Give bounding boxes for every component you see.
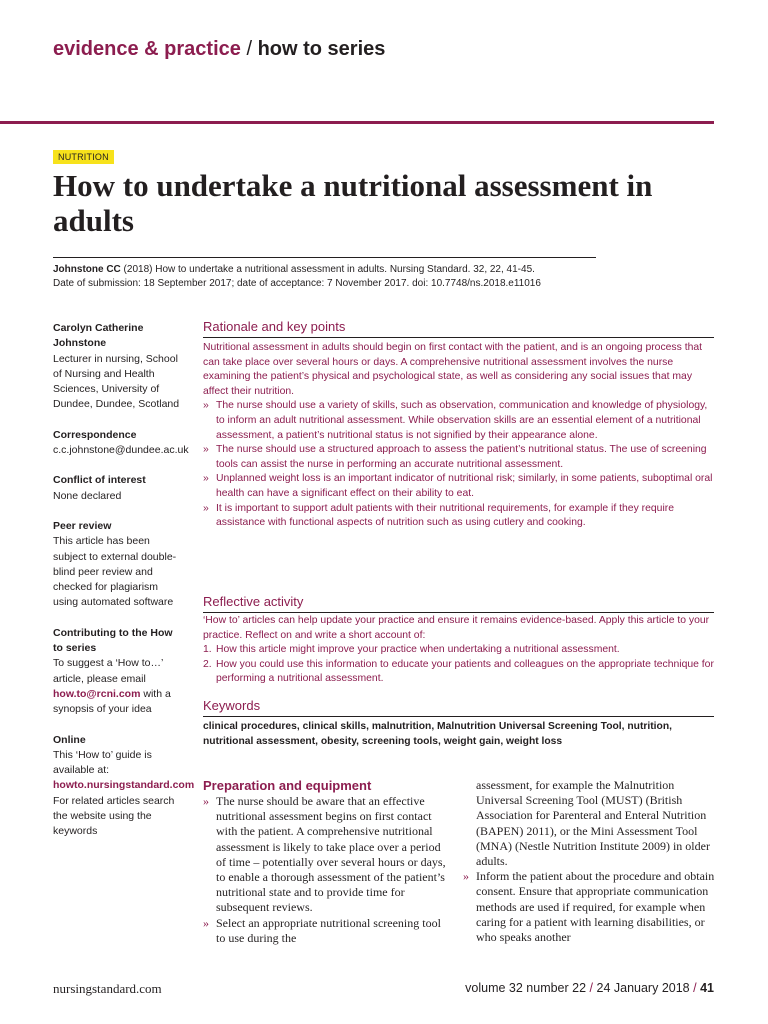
conflict-text: None declared bbox=[53, 489, 122, 502]
citation-dates: Date of submission: 18 September 2017; date of acceptance: 7 November 2017. doi: 10.7748/ns.2018.e11016 bbox=[53, 277, 541, 289]
reflective-heading: Reflective activity bbox=[203, 594, 304, 609]
list-item: » It is important to support adult patients with their nutritional requirements, for example if they require assistance with functional aspects of nutrition such as using cutlery and cooking. bbox=[203, 502, 674, 529]
peer-review-text: This article has been subject to external double-blind peer review and checked for plagiarism using automated software bbox=[53, 535, 177, 609]
conflict-heading: Conflict of interest bbox=[53, 474, 146, 487]
rationale-rule bbox=[203, 337, 714, 338]
citation-rule bbox=[53, 257, 596, 258]
online-text: This ‘How to’ guide is available at: howto.nursingstandard.com bbox=[53, 748, 195, 792]
rationale-intro: Nutritional assessment in adults should begin on first contact with the patient, and is an ongoing process that can take place over several hours or days. A comprehensive nutritional assessment involves the nurse examining the patient’s physical and psychological state, as well as considering any social issues that may affect their nutrition. bbox=[203, 342, 703, 397]
page-number: 41 bbox=[700, 981, 714, 995]
keywords-list: clinical procedures, clinical skills, malnutrition, Malnutrition Universal Screening Tool, nutrition, nutritional assessment, obesity, screening tools, weight gain, weight loss bbox=[203, 721, 672, 747]
body-column-1 bbox=[203, 794, 448, 946]
list-item: » Inform the patient about the procedure and obtain consent. Ensure that appropriate communication methods are used if required, for example when caring for a patient with learning disabilities, or who speaks another bbox=[463, 869, 715, 945]
author-affiliation: Lecturer in nursing, School of Nursing and Health Sciences, University of Dundee, Dundee, Scotland bbox=[53, 352, 180, 411]
preparation-heading: Preparation and equipment bbox=[203, 778, 372, 793]
category-tag: NUTRITION bbox=[53, 150, 114, 164]
correspondence-heading: Correspondence bbox=[53, 428, 137, 441]
contributing-email-link[interactable]: how.to@rcni.com bbox=[53, 687, 141, 700]
citation-ref: (2018) How to undertake a nutritional assessment in adults. Nursing Standard. 32, 22, 41-45. bbox=[120, 264, 535, 275]
list-item: 2. How you could use this information to educate your patients and colleagues on the appropriate technique for performing a nutritional assessment. bbox=[203, 658, 714, 685]
author-name: Carolyn Catherine Johnstone bbox=[53, 322, 144, 350]
reflective-body bbox=[203, 614, 714, 687]
list-item: 1. How this article might improve your practice when undertaking a nutritional assessment. bbox=[203, 644, 620, 656]
rationale-body bbox=[203, 341, 714, 531]
footer-issue-info: volume 32 number 22 / 24 January 2018 / 41 bbox=[465, 981, 714, 995]
footer-site: nursingstandard.com bbox=[53, 981, 162, 996]
keywords-rule bbox=[203, 716, 714, 717]
reflective-rule bbox=[203, 612, 714, 613]
contributing-text: To suggest a ‘How to…’ article, please email how.to@rcni.com with a synopsis of your idea bbox=[53, 657, 171, 716]
list-item: » Unplanned weight loss is an important indicator of nutritional risk; similarly, in some patients, suboptimal oral health can have a significant effect on their ability to eat. bbox=[203, 473, 713, 499]
online-text-extra: For related articles search the website using the keywords bbox=[53, 794, 175, 838]
body-column-2 bbox=[463, 778, 715, 945]
citation bbox=[53, 263, 653, 290]
rationale-heading-box bbox=[203, 319, 714, 338]
author-sidebar bbox=[53, 321, 195, 855]
article-title: How to undertake a nutritional assessment in adults bbox=[53, 168, 653, 238]
list-item: » The nurse should use a structured approach to assess the patient’s nutritional status. The use of screening tools can assist the nurse in performing an accurate nutritional assessment. bbox=[203, 444, 707, 470]
online-heading: Online bbox=[53, 733, 86, 746]
header-rule bbox=[0, 121, 714, 124]
citation-authors: Johnstone CC bbox=[53, 264, 121, 275]
keywords-heading-box bbox=[203, 698, 714, 717]
rationale-heading: Rationale and key points bbox=[203, 319, 346, 334]
header-separator: / bbox=[246, 38, 252, 60]
series-label: how to series bbox=[257, 38, 386, 60]
footer-issue: volume 32 number 22 bbox=[465, 981, 587, 995]
list-item: » Select an appropriate nutritional screening tool to use during the bbox=[203, 915, 441, 945]
contributing-heading: Contributing to the How to series bbox=[53, 626, 173, 655]
keywords-heading: Keywords bbox=[203, 698, 261, 713]
reflective-intro: ‘How to’ articles can help update your practice and ensure it remains evidence-based. Apply this article to your practice. Reflect on and write a short account of: bbox=[203, 615, 710, 641]
list-item: » The nurse should use a variety of skills, such as observation, communication and knowledge of physiology, to inform an adult nutritional assessment. While observation skills are an essential element of a nutritional assessment, a patient’s nutritional status is not signified by their appearance alone. bbox=[203, 400, 708, 441]
column-continuation: assessment, for example the Malnutrition Universal Screening Tool (MUST) (British Association for Parenteral and Enteral Nutrition (BAPEN) 2011), or the Mini Assessment Tool (MNA) (Nestle Nutrition Institute 2009) in older adults. bbox=[476, 778, 710, 869]
correspondence-email[interactable]: c.c.johnstone@dundee.ac.uk bbox=[53, 444, 189, 457]
section-label: evidence & practice bbox=[53, 38, 241, 60]
reflective-heading-box bbox=[203, 594, 714, 613]
footer-date: 24 January 2018 bbox=[596, 981, 690, 995]
online-link[interactable]: howto.nursingstandard.com bbox=[53, 779, 195, 792]
section-header bbox=[53, 38, 385, 61]
peer-review-heading: Peer review bbox=[53, 519, 112, 532]
list-item: » The nurse should be aware that an effective nutritional assessment begins on first contact with the patient. A comprehensive nutritional assessment is likely to take place over a period of time – potentially over several hours or days, to enable a thorough assessment of the patient’s nutritional state and to provide time for subsequent reviews. bbox=[203, 794, 446, 915]
